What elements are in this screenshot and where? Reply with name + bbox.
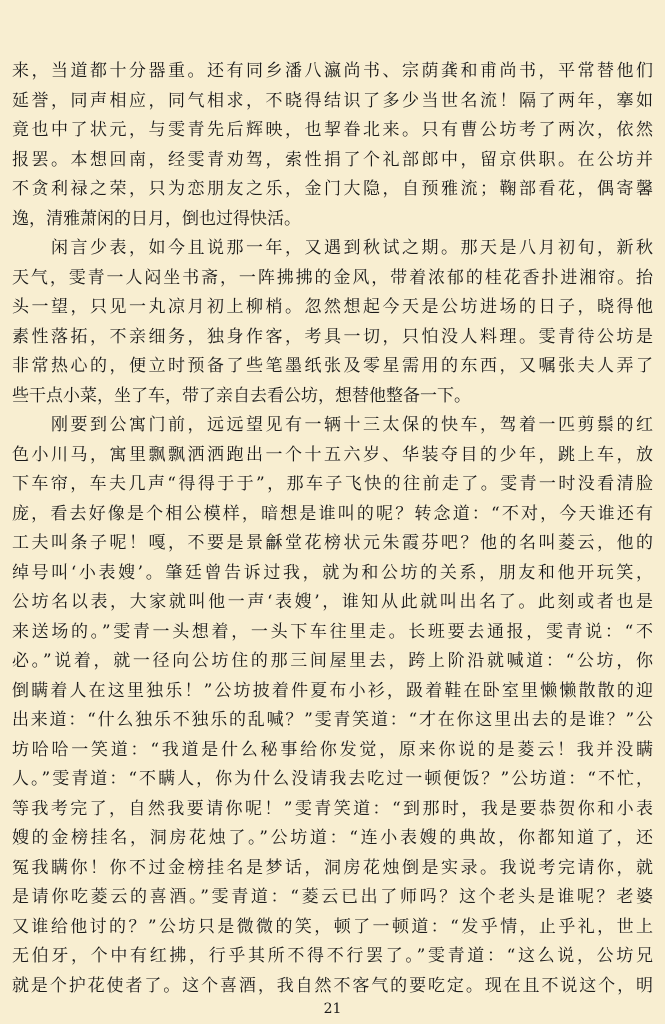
- text-line: 无伯牙，个中有红拂，行乎其所不得不行罢了。”雯青道：“这么说，公坊兄: [12, 946, 653, 966]
- text-line: 又谁给他讨的？”公坊只是微微的笑，顿了一顿道：“发乎情，止乎礼，世上: [12, 916, 653, 937]
- text-line: 延誉，同声相应，同气相求，不晓得结识了多少当世名流！隔了两年，搴如: [12, 90, 653, 111]
- text-line: 是请你吃菱云的喜酒。”雯青道：“菱云已出了师吗？这个老头是谁呢？老婆: [12, 887, 653, 907]
- text-line: 出来道：“什么独乐不独乐的乱喊？”雯青笑道：“才在你这里出去的是谁？”公: [12, 710, 653, 730]
- text-line: 人。”雯青道：“不瞒人，你为什么没请我去吃过一顿便饭？”公坊道：“不忙，: [12, 769, 653, 789]
- text-line: 些干点小菜，坐了车，带了亲自去看公坊，想替他整备一下。: [12, 385, 471, 406]
- text-line: 嫂的金榜挂名，洞房花烛了。”公坊道：“连小表嫂的典故，你都知道了，还: [12, 828, 653, 848]
- text-line: 逸，清雅萧闲的日月，倒也过得快活。: [12, 208, 301, 229]
- text-line: 不贪利禄之荣，只为恋朋友之乐，金门大隐，自预雅流；鞠部看花，偶寄馨: [12, 179, 653, 199]
- page-number: 21: [323, 1001, 342, 1017]
- text-line: 庞，看去好像是个相公模样，暗想是谁叫的呢？转念道：“不对，今天谁还有: [12, 503, 653, 524]
- text-line: 等我考完了，自然我要请你呢！”雯青笑道：“到那时，我是要恭贺你和小表: [12, 798, 653, 819]
- text-line: 公坊名以表，大家就叫他一声‘表嫂’，谁知从此就叫出名了。此刻或者也是: [12, 592, 653, 612]
- text-line: 竟也中了状元，与雯青先后辉映，也挈眷北来。只有曹公坊考了两次，依然: [12, 120, 653, 140]
- text-line: 来，当道都十分器重。还有同乡潘八瀛尚书、宗荫龚和甫尚书，平常替他们: [12, 61, 653, 81]
- text-line: 色小川马，寓里飘飘洒洒跑出一个十五六岁、华装夺目的少年，跳上车，放: [12, 444, 653, 465]
- text-line: 工夫叫条子呢！嘎，不要是景龢堂花榜状元朱霞芬吧？他的名叫菱云，他的: [12, 533, 653, 553]
- text-line: 天气，雯青一人闷坐书斋，一阵拂拂的金风，带着浓郁的桂花香扑进湘帘。抬: [12, 267, 653, 288]
- text-line: 非常热心的，便立时预备了些笔墨纸张及零星需用的东西，又嘱张夫人弄了: [12, 356, 653, 376]
- text-line: 倒瞒着人在这里独乐！”公坊披着件夏布小衫，趿着鞋在卧室里懒懒散散的迎: [12, 680, 653, 701]
- text-line: 必。”说着，就一径向公坊住的那三间屋里去，跨上阶沿就喊道：“公坊，你: [12, 651, 653, 671]
- text-line: 闲言少表，如今且说那一年，又遇到秋试之期。那天是八月初旬，新秋: [12, 238, 653, 258]
- text-line: 就是个护花使者了。这个喜酒，我自然不客气的要吃定。现在且不说这个，明: [12, 975, 653, 996]
- text-line: 来送场的。”雯青一头想着，一头下车往里走。长班要去通报，雯青说：“不: [12, 621, 653, 642]
- text-line: 头一望，只见一丸凉月初上柳梢。忽然想起今天是公坊进场的日子，晓得他: [12, 297, 653, 317]
- text-line: 冤我瞒你！你不过金榜挂名是梦话，洞房花烛倒是实录。我说考完请你，就: [12, 857, 653, 878]
- text-line: 绰号叫‘小表嫂’。肇廷曾告诉过我，就为和公坊的关系，朋友和他开玩笑，: [12, 562, 653, 583]
- text-line: 素性落拓，不亲细务，独身作客，考具一切，只怕没人料理。雯青待公坊是: [12, 326, 653, 347]
- text-line: 坊哈哈一笑道：“我道是什么秘事给你发觉，原来你说的是菱云！我并没瞒: [12, 739, 653, 760]
- text-line: 刚要到公寓门前，远远望见有一辆十三太保的快车，驾着一匹剪鬃的红: [12, 415, 653, 435]
- text-line: 下车帘，车夫几声“得得于于”，那车子飞快的往前走了。雯青一时没看清脸: [12, 474, 653, 494]
- body-text: [12, 57, 653, 1001]
- text-line: 报罢。本想回南，经雯青劝驾，索性捐了个礼部郎中，留京供职。在公坊并: [12, 149, 653, 170]
